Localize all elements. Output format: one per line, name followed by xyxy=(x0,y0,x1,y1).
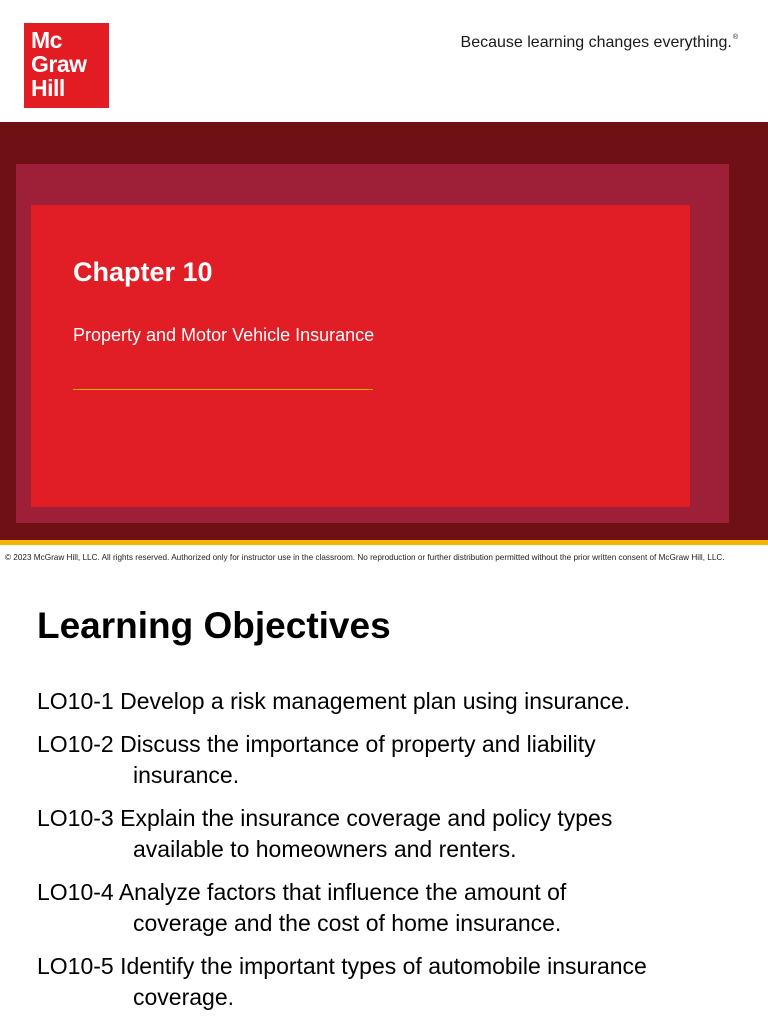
logo-line-2: Graw xyxy=(31,51,87,77)
logo-line-1: Mc xyxy=(31,27,62,53)
gold-divider xyxy=(0,540,768,545)
mcgraw-hill-logo xyxy=(24,23,109,108)
objective-text: LO10-3 Explain the insurance coverage and policy types xyxy=(37,805,613,831)
title-rule xyxy=(73,389,373,390)
registered-mark: ® xyxy=(732,34,738,41)
list-item xyxy=(37,951,737,1013)
chapter-title: Chapter 10 xyxy=(73,257,213,287)
title-panel xyxy=(31,205,690,507)
objective-text: LO10-2 Discuss the importance of property and liability xyxy=(37,731,596,757)
objective-text: LO10-5 Identify the important types of automobile insurance xyxy=(37,953,647,979)
objective-text: LO10-4 Analyze factors that influence the amount of xyxy=(37,879,567,905)
list-item xyxy=(37,686,737,717)
logo-line-3: Hill xyxy=(31,75,65,101)
list-item xyxy=(37,877,737,939)
objective-continuation: coverage and the cost of home insurance. xyxy=(133,910,562,936)
copyright-notice: © 2023 McGraw Hill, LLC. All rights reserved. Authorized only for instructor use in the classroom. No reproduction or further distribution permitted without the prior written consent of McGraw Hill, LLC. xyxy=(5,553,725,562)
objective-continuation: insurance. xyxy=(133,762,240,788)
chapter-subtitle: Property and Motor Vehicle Insurance xyxy=(73,325,375,345)
learning-objectives-list xyxy=(37,686,737,1025)
objective-continuation: available to homeowners and renters. xyxy=(133,836,517,862)
learning-objectives-heading: Learning Objectives xyxy=(37,605,391,646)
objective-text: LO10-1 Develop a risk management plan using insurance. xyxy=(37,688,631,714)
objective-continuation: coverage. xyxy=(133,984,235,1010)
tagline-text: Because learning changes everything. xyxy=(460,34,732,51)
list-item xyxy=(37,803,737,865)
tagline xyxy=(461,34,738,52)
list-item xyxy=(37,729,737,791)
